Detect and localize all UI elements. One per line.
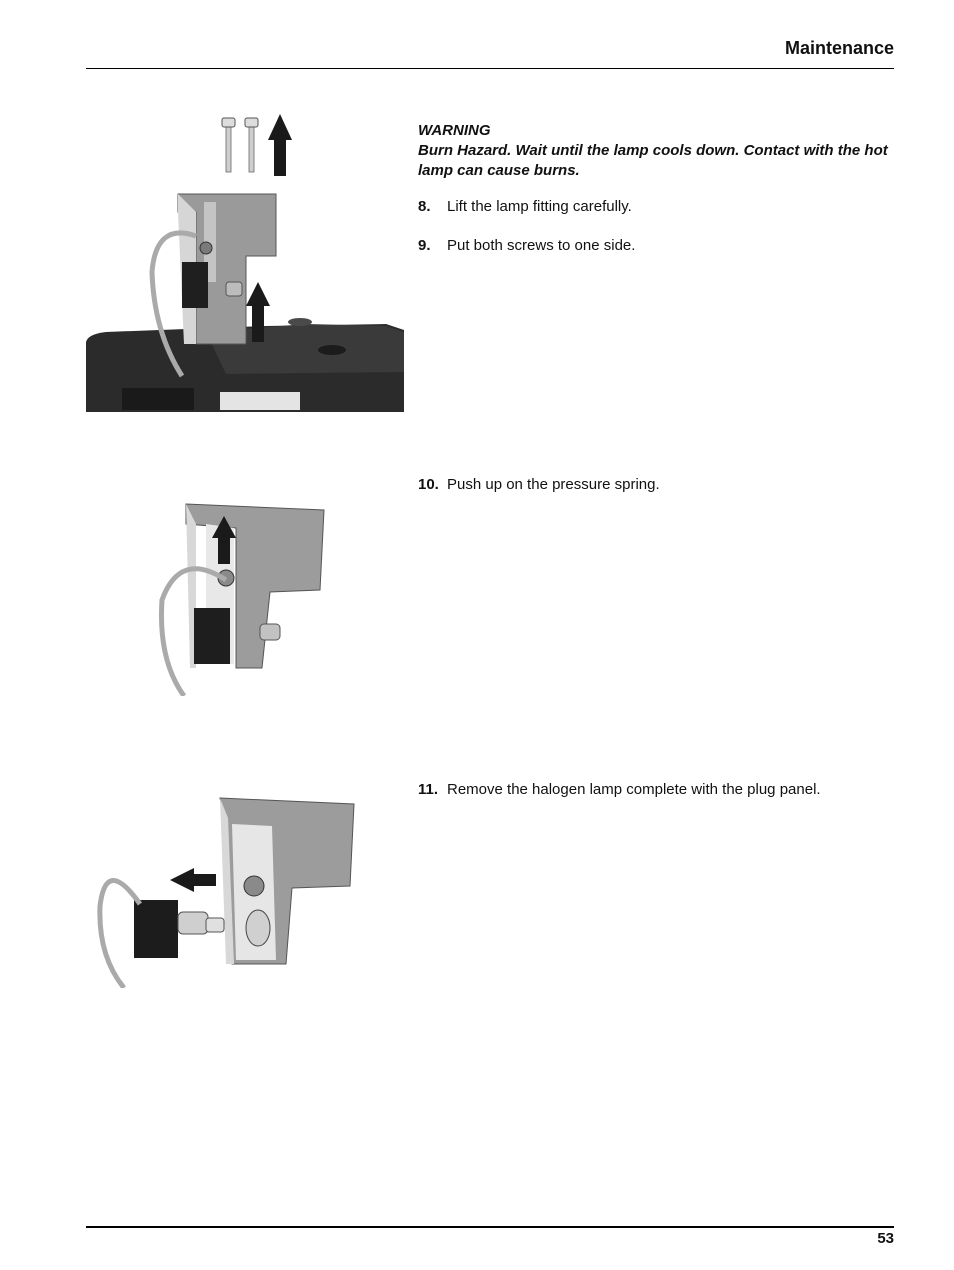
step-number: 11. — [418, 781, 439, 798]
step-text: Push up on the pressure spring. — [447, 476, 660, 493]
step-text: Lift the lamp fitting carefully. — [447, 198, 632, 215]
warning-title: WARNING — [418, 122, 491, 139]
list-item — [418, 198, 632, 215]
list-item — [418, 781, 821, 798]
list-item — [418, 237, 635, 254]
footer-rule — [86, 1226, 894, 1228]
page-header-title: Maintenance — [784, 38, 894, 58]
step-text: Remove the halogen lamp complete with the plug panel. — [447, 781, 821, 798]
page-number: 53 — [877, 1230, 894, 1247]
warning-text: Burn Hazard. Wait until the lamp cools down. Contact with the hot lamp can cause burns. — [418, 142, 888, 179]
figure-remove-halogen-lamp — [96, 796, 360, 988]
step-number: 10. — [418, 476, 439, 493]
figure-push-pressure-spring — [150, 500, 330, 696]
figure-lift-lamp-fitting — [86, 112, 406, 414]
header-rule — [86, 68, 894, 69]
step-number: 8. — [418, 198, 431, 215]
arrow-left-icon — [170, 868, 216, 892]
list-item — [418, 476, 660, 493]
arrow-up-icon — [268, 114, 292, 176]
step-number: 9. — [418, 237, 431, 254]
step-text: Put both screws to one side. — [447, 237, 636, 254]
